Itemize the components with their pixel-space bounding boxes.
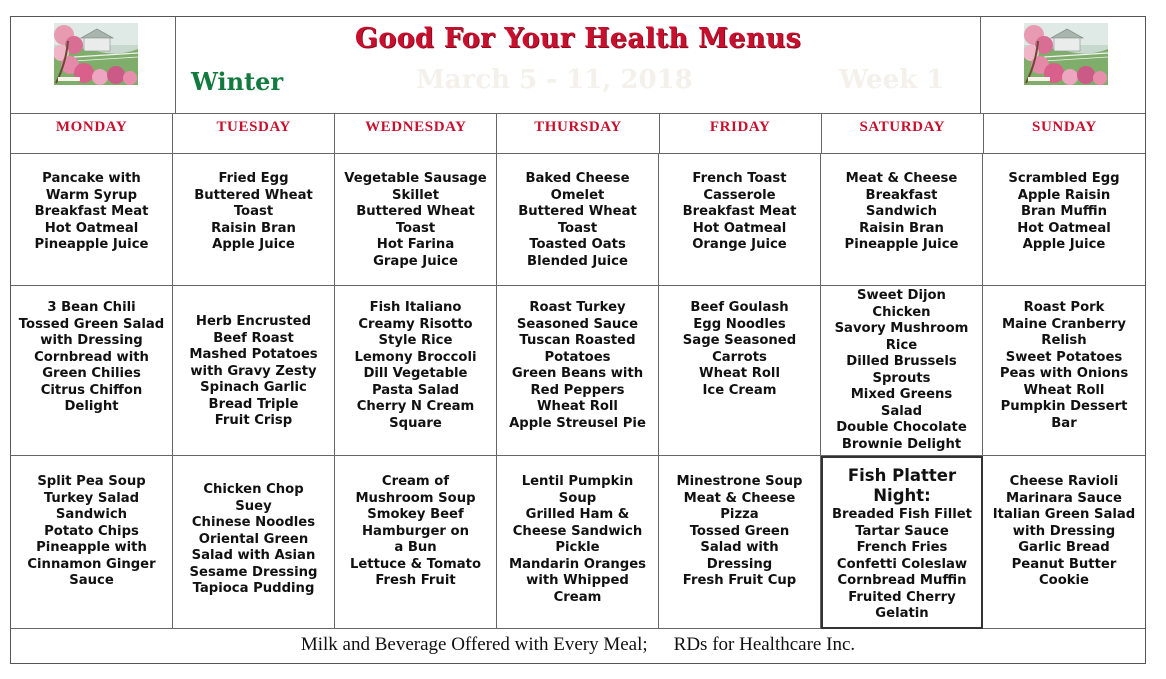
meal-text: Split Pea Soup Turkey Salad Sandwich Potato Chips Pineapple with Cinnamon Ginger Sauce	[27, 474, 156, 588]
meal-cell-breakfast-saturday	[821, 153, 983, 286]
meal-cell-lunch-saturday	[821, 286, 983, 456]
meal-text: Roast Turkey Seasoned Sauce Tuscan Roasted Potatoes Green Beans with Red Peppers Wheat Roll Apple Streusel Pie	[509, 300, 646, 431]
day-header-wednesday: WEDNESDAY	[335, 113, 497, 153]
logo-cell-right	[980, 17, 1145, 113]
meal-cell-dinner-friday	[659, 456, 821, 629]
meal-cell-breakfast-thursday	[497, 153, 659, 286]
day-header-friday: FRIDAY	[660, 113, 822, 153]
menu-calendar	[10, 16, 1146, 664]
meal-cell-breakfast-sunday	[983, 153, 1145, 286]
meal-text: Roast Pork Maine Cranberry Relish Sweet Potatoes Peas with Onions Wheat Roll Pumpkin Dessert Bar	[999, 300, 1129, 431]
gazebo-painting-icon	[1024, 23, 1108, 85]
meal-cell-lunch-friday	[659, 286, 821, 456]
meal-text: Fish Italiano Creamy Risotto Style Rice Lemony Broccoli Dill Vegetable Pasta Salad Cherry N Cream Square	[354, 300, 477, 431]
meal-text: Minestrone Soup Meat & Cheese Pizza Tossed Green Salad with Dressing Fresh Fruit Cup	[676, 474, 803, 588]
meal-cell-breakfast-monday	[11, 153, 173, 286]
meal-cell-breakfast-wednesday	[335, 153, 497, 286]
meal-cell-lunch-tuesday	[173, 286, 335, 456]
season-label: Winter	[191, 67, 284, 96]
meal-text: Sweet Dijon Chicken Savory Mushroom Rice Dilled Brussels Sprouts Mixed Greens Salad Double Chocolate Brownie Delight	[834, 288, 969, 452]
day-header-tuesday: TUESDAY	[173, 113, 335, 153]
meal-text: Vegetable Sausage Skillet Buttered Wheat Toast Hot Farina Grape Juice	[344, 171, 487, 269]
meal-cell-lunch-sunday	[983, 286, 1145, 456]
meal-text: Lentil Pumpkin Soup Grilled Ham & Cheese Sandwich Pickle Mandarin Oranges with Whipped Cream	[509, 474, 646, 605]
fish-platter-title: Fish Platter Night:	[847, 466, 957, 506]
meal-cell-breakfast-friday	[659, 153, 821, 286]
meal-text: Fried Egg Buttered Wheat Toast Raisin Bran Apple Juice	[194, 171, 313, 252]
menu-header	[11, 17, 1145, 114]
meal-cell-dinner-saturday	[821, 456, 983, 629]
meal-text: Chicken Chop Suey Chinese Noodles Oriental Green Salad with Asian Sesame Dressing Tapioca Pudding	[189, 482, 318, 596]
ghost-date-range: March 5 - 11, 2018	[416, 65, 693, 95]
day-header-thursday: THURSDAY	[497, 113, 659, 153]
footer-note: Milk and Beverage Offered with Every Meal;	[300, 634, 648, 655]
meal-text: 3 Bean Chili Tossed Green Salad with Dressing Cornbread with Green Chilies Citrus Chiffon Delight	[18, 300, 165, 414]
meal-cell-dinner-sunday	[983, 456, 1145, 629]
meal-cell-lunch-wednesday	[335, 286, 497, 456]
meal-cell-dinner-wednesday	[335, 456, 497, 629]
logo-cell-left	[11, 17, 176, 113]
meal-text: Breaded Fish Fillet Tartar Sauce French Fries Confetti Coleslaw Cornbread Muffin Fruited Cherry Gelatin	[832, 507, 972, 622]
footer-company: RDs for Healthcare Inc.	[673, 634, 856, 655]
meal-text: French Toast Casserole Breakfast Meat Hot Oatmeal Orange Juice	[682, 171, 797, 252]
meal-cell-dinner-tuesday	[173, 456, 335, 629]
day-header-row	[11, 113, 1145, 154]
day-header-saturday: SATURDAY	[822, 113, 984, 153]
day-header-sunday: SUNDAY	[1032, 119, 1097, 135]
meal-text: Pancake with Warm Syrup Breakfast Meat Hot Oatmeal Pineapple Juice	[34, 171, 149, 252]
meal-grid	[11, 153, 1145, 629]
meal-cell-dinner-monday	[11, 456, 173, 629]
meal-text: Cream of Mushroom Soup Smokey Beef Hamburger on a Bun Lettuce & Tomato Fresh Fruit	[349, 474, 482, 588]
gazebo-painting-icon	[54, 23, 138, 85]
meal-text: Beef Goulash Egg Noodles Sage Seasoned Carrots Wheat Roll Ice Cream	[682, 300, 797, 398]
meal-cell-lunch-monday	[11, 286, 173, 456]
menu-title: Good For Your Health Menus	[354, 23, 802, 54]
day-header-monday: MONDAY	[11, 113, 173, 153]
meal-text: Baked Cheese Omelet Buttered Wheat Toast Toasted Oats Blended Juice	[518, 171, 637, 269]
meal-text: Meat & Cheese Breakfast Sandwich Raisin Bran Pineapple Juice	[844, 171, 959, 252]
meal-cell-dinner-thursday	[497, 456, 659, 629]
meal-text: Cheese Ravioli Marinara Sauce Italian Green Salad with Dressing Garlic Bread Peanut Butter Cookie	[992, 474, 1136, 588]
meal-text: Herb Encrusted Beef Roast Mashed Potatoes with Gravy Zesty Spinach Garlic Bread Triple Fruit Crisp	[189, 314, 318, 428]
menu-footer	[11, 627, 1145, 663]
meal-text: Scrambled Egg Apple Raisin Bran Muffin Hot Oatmeal Apple Juice	[1008, 171, 1120, 252]
meal-cell-breakfast-tuesday	[173, 153, 335, 286]
meal-cell-lunch-thursday	[497, 286, 659, 456]
ghost-week-label: Week 1	[839, 65, 945, 95]
